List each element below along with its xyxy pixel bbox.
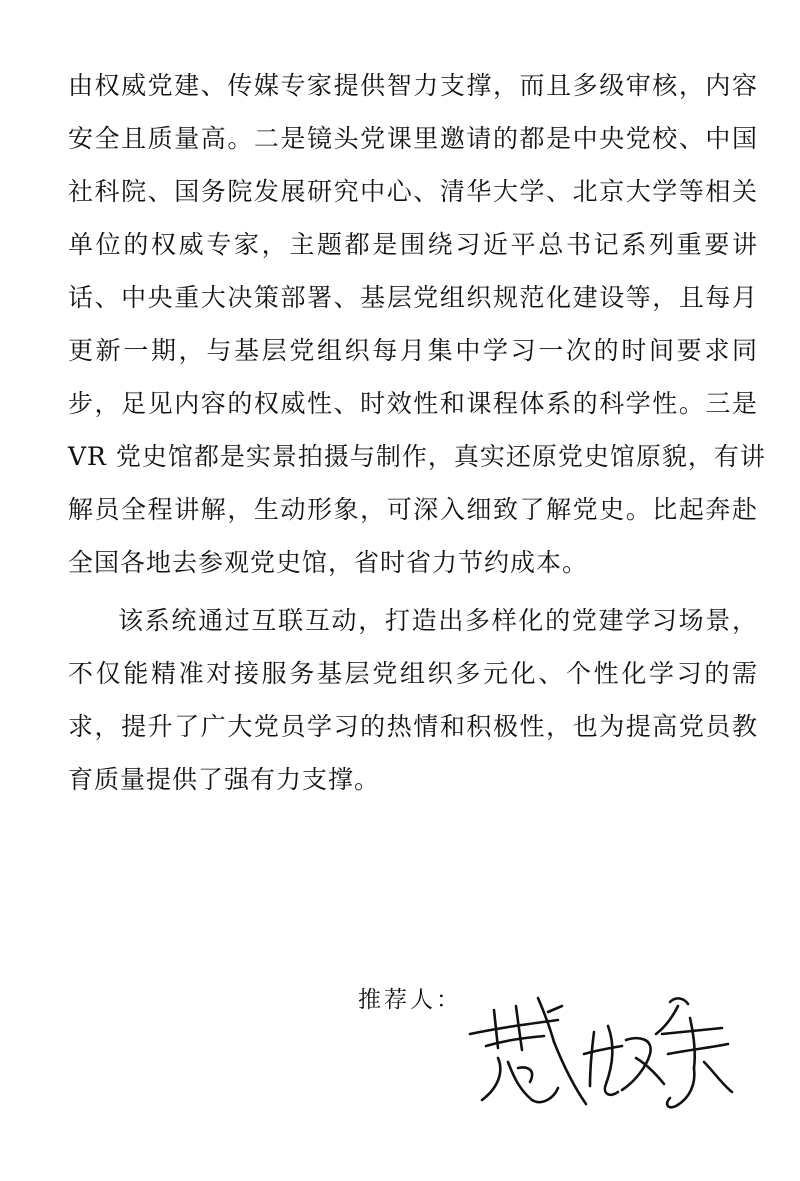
text-line: 由权威党建、传媒专家提供智力支撑，而且多级审核，内容 (68, 71, 758, 100)
text-line: 单位的权威专家，主题都是围绕习近平总书记系列重要讲 (68, 230, 758, 259)
recommender-label: 推荐人： (358, 987, 462, 1013)
text-line: 求，提升了广大党员学习的热情和积极性，也为提高党员教 (68, 712, 758, 741)
text-line: 更新一期，与基层党组织每月集中学习一次的时间要求同 (68, 336, 758, 365)
text-line: 全国各地去参观党史馆，省时省力节约成本。 (68, 548, 589, 577)
text-line: 安全且质量高。二是镜头党课里邀请的都是中央党校、中国 (68, 124, 758, 153)
text-line: 话、中央重大决策部署、基层党组织规范化建设等，且每月 (68, 283, 758, 312)
handwritten-signature (458, 988, 748, 1118)
text-line: 不仅能精准对接服务基层党组织多元化、个性化学习的需 (68, 659, 758, 688)
body-paragraph-1 (68, 59, 766, 589)
text-line: 解员全程讲解，生动形象，可深入细致了解党史。比起奔赴 (68, 495, 758, 524)
text-line: 社科院、国务院发展研究中心、清华大学、北京大学等相关 (68, 177, 758, 206)
text-line: 育质量提供了强有力支撑。 (68, 765, 381, 794)
text-line: 该系统通过互联互动，打造出多样化的党建学习场景， (118, 606, 758, 635)
body-paragraph-2 (68, 594, 758, 806)
text-line: VR 党史馆都是实景拍摄与制作，真实还原党史馆原貌，有讲 (68, 442, 766, 471)
text-line: 步，足见内容的权威性、时效性和课程体系的科学性。三是 (68, 389, 758, 418)
